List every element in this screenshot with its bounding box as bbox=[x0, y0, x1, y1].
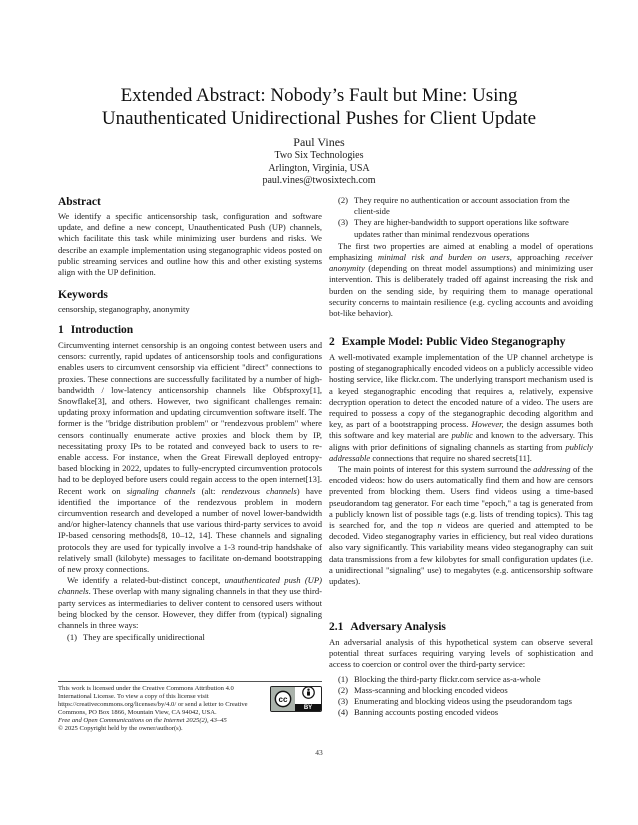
section-number: 1 bbox=[58, 324, 64, 336]
list-item-text: They require no authentication or account association from the client-side bbox=[354, 195, 570, 217]
section-2-paragraph-1 bbox=[329, 352, 593, 464]
list-item-text: Banning accounts posting encoded videos bbox=[354, 707, 499, 718]
introduction-paragraph-3 bbox=[329, 241, 593, 319]
text-run: , approaching bbox=[509, 252, 566, 263]
emphasis-run: addressing bbox=[533, 464, 571, 475]
emphasis-run: rendezvous channels bbox=[221, 485, 297, 496]
text-run: (depending on threat model assumptions) and minimizing user intervention. This is deliberately traded off against increasing the risk and burden on the sending side, by requiring them to manage operational security concerns to maintain resilience (e.g. cycling accounts and avoiding bot-like behavior). bbox=[329, 263, 593, 319]
emphasis-run: public bbox=[451, 430, 473, 441]
introduction-continued bbox=[329, 195, 593, 319]
text-run: The main points of interest for this system surround the bbox=[338, 464, 534, 475]
text-run: A well-motivated example implementation of the UP channel archetype is posting of steganographically encoded videos on a publicly accessible video hosting service, like flickr.com. The underlying transport mechanism used is a keyed steganographic encoding that requires a, relatively, expensive decryption operation to detect the encoded nature of a video. The users are required to possess a copy of the steganographic decoding algorithm and key, as part of a bootstrapping process. bbox=[329, 352, 593, 430]
list-item-text: Blocking the third-party flickr.com service as-a-whole bbox=[354, 673, 541, 684]
section-2-1 bbox=[329, 620, 593, 718]
list-item-number: (3) bbox=[338, 696, 349, 707]
paper-title bbox=[40, 84, 598, 130]
text-run: (alt: bbox=[195, 485, 222, 496]
text-run: We identify a related-but-distinct concept, bbox=[67, 575, 225, 586]
list-item bbox=[338, 195, 593, 217]
abstract-section bbox=[58, 195, 322, 278]
introduction-heading bbox=[58, 323, 322, 337]
list-item-text: They are specifically unidirectional bbox=[83, 632, 205, 643]
introduction-paragraph-2 bbox=[58, 575, 322, 631]
text-run: Circumventing internet censorship is an ongoing contest between users and censors: currently, rapid updates of anticensorship tools and configurations enables users to circumvent censorship via efficient "direct" connections to proxies. These connections are successfully facilitated by a number of high-bandwidth / low-latency anticensorship channels like Obfsproxy[1], Snowflake[3], and others. However, two significant challenges remain: updating proxy information and updating circumvention software itself. The former is the "bridge distribution problem" or "rendezvous problem" where censors continually enumerate active proxies and block them by IP, necessitating proxy IPs to be rotated and conveyed back to users to re-enable access. For instance, when the Great Firewall deployed entropy-based blocking in 2022, updates to fully-encrypted circumvention protocols had to be deployed before users could regain access to the open internet[13]. Recent work on bbox=[58, 340, 322, 496]
footnote-rule bbox=[58, 681, 322, 682]
list-item-text: They are higher-bandwidth to support operations like software updates rather than minimal rendezvous operations bbox=[354, 217, 569, 239]
text-run: videos are queried and attempted to be decoded. Video steganography varies in efficiency, but real video durations also vary significantly. This variability means video steganography can suit data transmissions from a few kilobytes for small configuration updates (i.e. a unidirectional "signaling" use) to megabytes (e.g. anticensorship software updates). bbox=[329, 520, 593, 587]
emphasis-run: However, bbox=[471, 419, 504, 430]
text-run: The first two properties are aimed at enabling a model of operations emphasizing bbox=[329, 240, 593, 263]
emphasis-run: unauthenticated push (UP) channels bbox=[58, 575, 322, 597]
copyright-line: © 2025 Copyright held by the owner/author(s). bbox=[58, 725, 183, 733]
venue-citation: Free and Open Communications on the Internet 2025(2), 43–45 bbox=[58, 717, 227, 725]
section-title: Example Model: Public Video Steganography bbox=[341, 336, 566, 348]
abstract-heading: Abstract bbox=[58, 196, 101, 208]
license-text: This work is licensed under the Creative Commons Attribution 4.0 International License. To view a copy of this license visit https://creativecommons.org/licenses/by/4.0/ or send a letter to Creative Commons, PO Box 1866, Mountain View, CA 94042, USA. bbox=[58, 685, 248, 717]
paper-title-line-2: Unauthenticated Unidirectional Pushes for Client Update bbox=[101, 108, 537, 129]
adversary-list bbox=[329, 674, 593, 719]
list-item bbox=[338, 674, 593, 685]
attribution-person-icon bbox=[302, 686, 315, 704]
list-item bbox=[338, 707, 593, 718]
creative-commons-by-badge bbox=[270, 686, 322, 712]
author-affiliation: Two Six Technologies bbox=[274, 150, 364, 161]
text-run: ) have identified the importance of the rendezvous problem in modern circumvention research and developed a number of novel lower-bandwidth and/or higher-latency channels that use various third-party services to avoid IP-based censoring methods[8, 10–12, 14]. These channels and signaling protocols they are used for typically involve a 1-3 round-trip handshake of relatively small (kilobyte) messages to facilitate on-demand bootstrapping of new proxy connections. bbox=[58, 485, 323, 575]
section-number: 2.1 bbox=[329, 621, 344, 633]
author-block bbox=[160, 135, 478, 188]
list-item-number: (4) bbox=[338, 707, 349, 718]
section-2-1-paragraph: An adversarial analysis of this hypothetical system can observe several potential threat surfaces requiring varying levels of sophistication and access to coercion or control over the third-party service: bbox=[329, 637, 593, 670]
section-2-paragraph-2 bbox=[329, 464, 593, 587]
introduction-list bbox=[58, 632, 322, 643]
author-name: Paul Vines bbox=[293, 135, 345, 149]
section-number: 2 bbox=[329, 336, 335, 348]
introduction-section bbox=[58, 323, 322, 643]
list-item bbox=[338, 696, 593, 707]
author-location: Arlington, Virginia, USA bbox=[268, 162, 370, 174]
svg-text:cc: cc bbox=[278, 695, 288, 705]
emphasis-run: receiver anonymity bbox=[329, 252, 593, 274]
text-run: and known to the adversary. This aligns with prior definitions of signaling channels as starting from bbox=[329, 430, 593, 452]
list-item-number: (1) bbox=[67, 632, 78, 643]
list-item-number: (2) bbox=[338, 684, 349, 695]
emphasis-run: signaling channels bbox=[126, 485, 196, 496]
abstract-text: We identify a specific anticensorship task, configuration and software update, and define a new concept, Unauthenticated Push (UP) channels, which facilitate this task while minimizing user burdens and risks. We describe an example implementation using steganographic videos posted on public streaming services and outline how this and other existing systems align with the UP definition. bbox=[58, 211, 322, 278]
text-run: of the encoded videos: how do users automatically find them and how are censors prevented from blocking them. Users find videos using a time-based pseudorandom tag generator. For each time "epoch," a tag is generated from a publicly known list of possible tags (e.g. lists of trending topics). This tag is searched for, and the top bbox=[329, 464, 593, 531]
section-2-heading bbox=[329, 335, 593, 349]
page-number: 43 bbox=[315, 748, 323, 757]
list-item bbox=[338, 685, 593, 696]
section-2 bbox=[329, 335, 593, 587]
paper-title-line-1: Extended Abstract: Nobody’s Fault but Mine: Using bbox=[120, 85, 518, 106]
text-run: . These overlap with many signaling channels in that they use third-party services as intermediaries to deliver content to censored users without being blocked by the censor. However, they differ from (typical) signaling channels in three ways: bbox=[58, 586, 322, 631]
text-run: the design assumes both this software and key material are bbox=[329, 419, 593, 441]
cc-by-label: BY bbox=[295, 704, 321, 712]
introduction-list-continued bbox=[329, 195, 593, 240]
list-item bbox=[338, 217, 593, 239]
keywords-section bbox=[58, 288, 322, 315]
text-run: connections that require no shared secrets[11]. bbox=[370, 452, 532, 463]
cc-icon bbox=[271, 687, 295, 711]
license-footnote bbox=[58, 681, 322, 734]
list-item bbox=[67, 632, 322, 643]
list-item-text: Enumerating and blocking videos using the pseudorandom tags bbox=[354, 696, 572, 707]
emphasis-run: publicly addressable bbox=[329, 441, 593, 463]
list-item-number: (1) bbox=[338, 673, 349, 684]
keywords-text: censorship, steganography, anonymity bbox=[58, 304, 190, 314]
section-2-1-heading bbox=[329, 620, 593, 634]
section-title: Introduction bbox=[70, 324, 134, 336]
section-title: Adversary Analysis bbox=[350, 621, 446, 633]
list-item-number: (3) bbox=[338, 217, 349, 228]
emphasis-run: n bbox=[437, 520, 442, 531]
list-item-text: Mass-scanning and blocking encoded videos bbox=[354, 684, 508, 695]
author-email: paul.vines@twosixtech.com bbox=[262, 175, 376, 186]
list-item-number: (2) bbox=[338, 195, 349, 205]
emphasis-run: minimal risk and burden on users bbox=[377, 252, 510, 263]
introduction-paragraph-1 bbox=[58, 340, 322, 575]
keywords-heading: Keywords bbox=[58, 289, 108, 301]
